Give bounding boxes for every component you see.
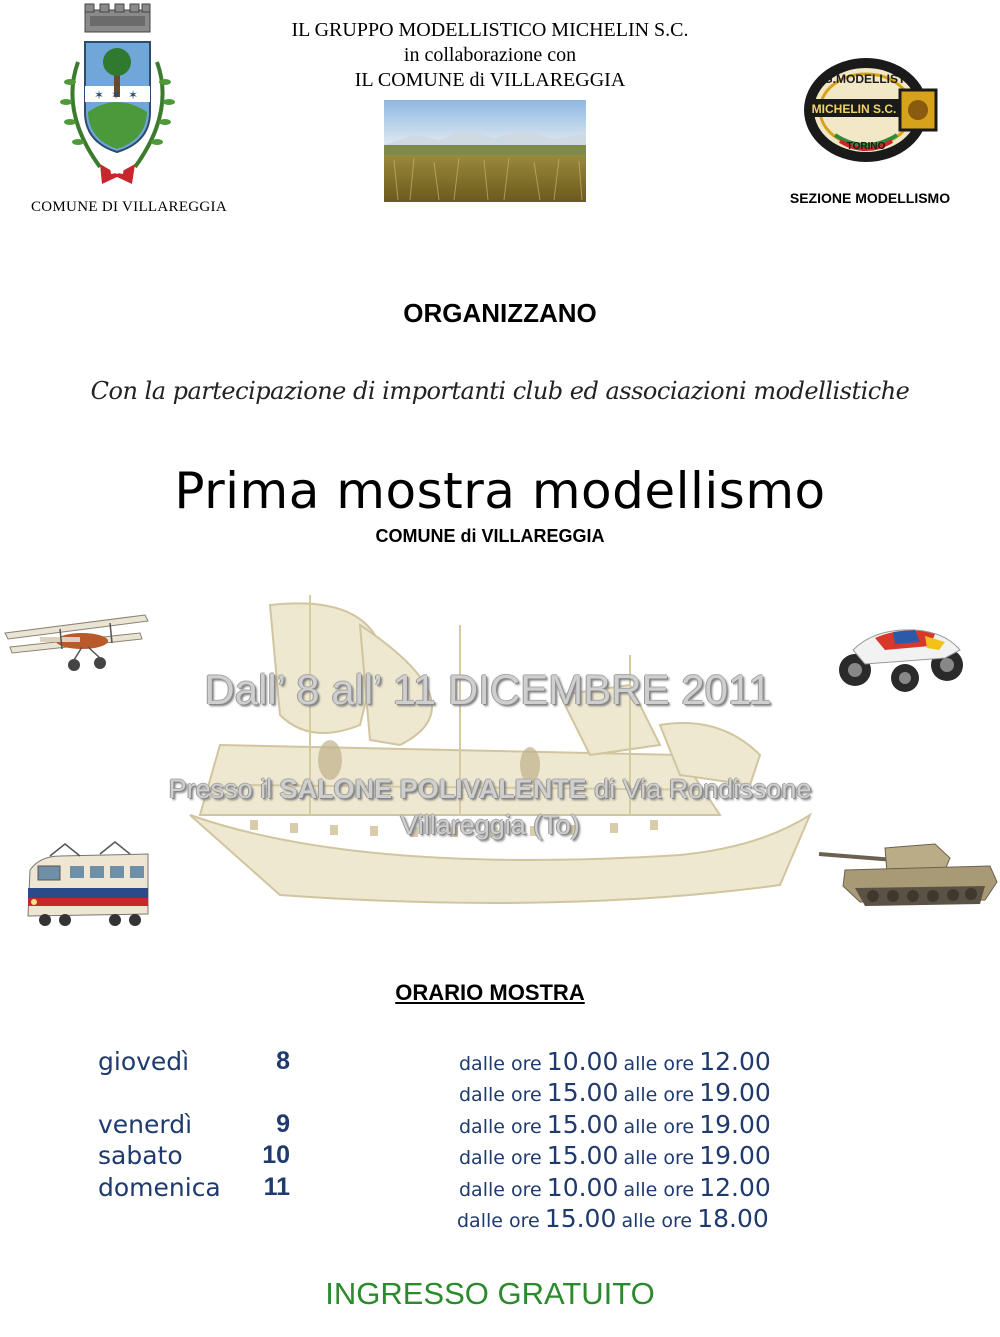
organizer-lines — [240, 18, 740, 93]
location-prefix: Presso il — [168, 774, 280, 804]
slot-to-label: alle ore — [623, 1116, 695, 1138]
slot-to-label: alle ore — [621, 1210, 693, 1232]
event-city: Villareggia (To) — [400, 810, 580, 840]
ingresso-gratuito: INGRESSO GRATUITO — [325, 1276, 655, 1311]
event-location — [0, 774, 980, 805]
slot-from-time: 15.00 — [546, 1141, 619, 1170]
slot-to-time: 19.00 — [699, 1078, 771, 1107]
slot-from-label: dalle ore — [459, 1053, 542, 1075]
sezione-label: SEZIONE MODELLISMO — [789, 190, 951, 206]
slot-to-time: 18.00 — [697, 1204, 769, 1233]
schedule-slot — [459, 1047, 771, 1076]
slot-from-time: 10.00 — [546, 1047, 619, 1076]
comune-label: COMUNE DI VILLAREGGIA — [30, 199, 227, 215]
slot-to-label: alle ore — [623, 1147, 695, 1169]
page-title: Prima mostra modellismo — [174, 462, 826, 520]
schedule-day: sabato — [98, 1141, 183, 1170]
schedule-slot — [459, 1078, 771, 1107]
schedule-day-number: 9 — [276, 1110, 290, 1138]
schedule-slot — [459, 1173, 771, 1202]
slot-to-label: alle ore — [623, 1084, 695, 1106]
slot-from-label: dalle ore — [459, 1116, 542, 1138]
slot-from-time: 15.00 — [546, 1110, 619, 1139]
club-badge-bottom-text: TORINO — [846, 141, 886, 152]
schedule-day-number: 8 — [276, 1047, 290, 1075]
organizer-line-3: IL COMUNE di VILLAREGGIA — [354, 69, 626, 91]
landscape-photo-icon — [384, 100, 586, 202]
slot-to-label: alle ore — [623, 1053, 695, 1075]
slot-from-time: 15.00 — [546, 1078, 619, 1107]
schedule-day-number: 11 — [263, 1173, 290, 1201]
slot-from-label: dalle ore — [459, 1084, 542, 1106]
slot-from-time: 10.00 — [546, 1173, 619, 1202]
svg-text:✶: ✶ — [111, 88, 122, 102]
slot-from-label: dalle ore — [459, 1179, 542, 1201]
galleon-icon — [160, 585, 850, 925]
schedule-day: giovedì — [98, 1047, 190, 1076]
tank-icon — [815, 830, 1000, 910]
schedule-slot — [459, 1141, 771, 1170]
schedule-title: ORARIO MOSTRA — [395, 980, 585, 1005]
schedule-day: domenica — [98, 1173, 221, 1202]
page-subtitle: COMUNE di VILLAREGGIA — [375, 526, 605, 546]
organizer-line-1: IL GRUPPO MODELLISTICO MICHELIN S.C. — [291, 19, 689, 41]
partecipazione-line: Con la partecipazione di importanti club ed associazioni modellistiche — [90, 377, 910, 405]
locomotive-icon — [20, 840, 150, 930]
club-badge-icon — [800, 55, 940, 165]
coat-of-arms-icon — [40, 2, 195, 192]
club-badge-top-text: G.MODELLISTI — [823, 72, 909, 86]
schedule-day: venerdì — [98, 1110, 193, 1139]
slot-to-time: 19.00 — [699, 1141, 771, 1170]
slot-to-time: 19.00 — [699, 1110, 771, 1139]
location-suffix: di Via Rondissone — [586, 774, 812, 804]
schedule-slot — [459, 1110, 771, 1139]
slot-to-time: 12.00 — [699, 1173, 771, 1202]
slot-from-label: dalle ore — [459, 1147, 542, 1169]
event-dates: Dall’ 8 all’ 11 DICEMBRE 2011 — [204, 666, 772, 713]
organizer-line-2: in collaborazione con — [403, 44, 577, 66]
schedule-day-number: 10 — [262, 1141, 290, 1169]
organizzano-heading: ORGANIZZANO — [403, 298, 597, 328]
slot-from-time: 15.00 — [544, 1204, 617, 1233]
slot-to-time: 12.00 — [699, 1047, 771, 1076]
schedule-slot — [457, 1204, 769, 1233]
svg-text:✶: ✶ — [94, 88, 105, 102]
svg-text:✶: ✶ — [128, 88, 139, 102]
slot-from-label: dalle ore — [457, 1210, 540, 1232]
location-venue: SALONE POLIVALENTE — [279, 774, 587, 804]
slot-to-label: alle ore — [623, 1179, 695, 1201]
club-badge-center-text: MICHELIN S.C. — [811, 102, 897, 116]
